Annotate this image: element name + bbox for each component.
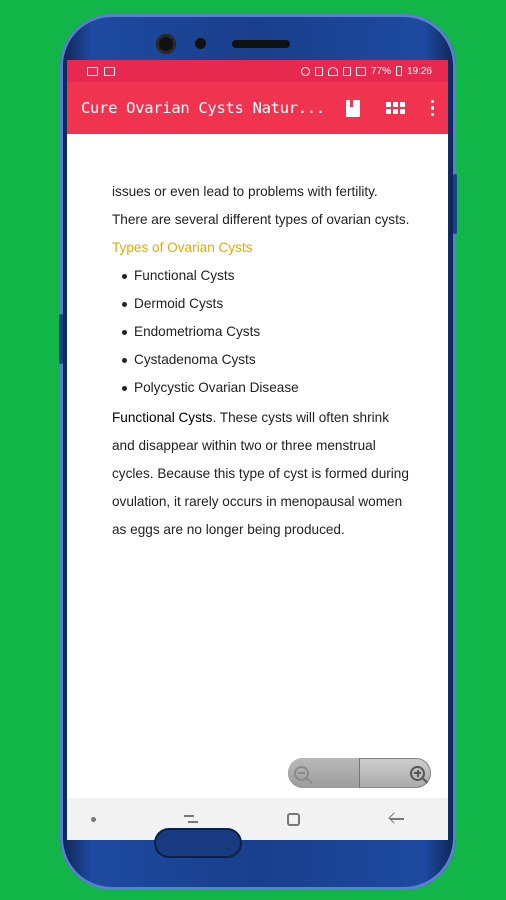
data-icon [343, 67, 351, 76]
physical-home-key [154, 828, 242, 858]
list-item: Dermoid Cysts [112, 290, 412, 318]
article-content [112, 178, 412, 544]
image-notification-icon [87, 67, 98, 76]
zoom-in-icon [410, 766, 425, 781]
signal-icon [356, 67, 366, 76]
phone-screen [67, 60, 448, 840]
system-nav-bar [67, 798, 448, 840]
battery-icon [396, 66, 402, 76]
list-item: Endometrioma Cysts [112, 318, 412, 346]
zoom-in-button[interactable] [360, 758, 431, 788]
list-item: Polycystic Ovarian Disease [112, 374, 412, 402]
volume-button [59, 314, 63, 364]
proximity-sensor [195, 38, 206, 49]
functional-lead: Functional Cysts [112, 410, 213, 425]
status-bar [67, 60, 448, 82]
app-bar [67, 82, 448, 134]
zoom-out-icon [294, 766, 309, 781]
back-icon[interactable] [388, 813, 404, 825]
power-button [453, 174, 457, 234]
wifi-icon [328, 67, 338, 76]
article-intro: issues or even lead to problems with fertility. There are several different types of ovarian cysts. [112, 184, 410, 227]
functional-paragraph [112, 404, 412, 544]
app-title: Cure Ovarian Cysts Natur... [81, 99, 325, 117]
status-time: 19:26 [406, 65, 432, 77]
gallery-notification-icon [104, 67, 115, 76]
earpiece-speaker [232, 40, 290, 48]
zoom-out-button[interactable] [288, 758, 360, 788]
alarm-icon [301, 67, 310, 76]
section-heading: Types of Ovarian Cysts [112, 240, 253, 255]
home-icon[interactable] [287, 813, 300, 826]
more-vert-icon[interactable] [431, 100, 435, 117]
bookmark-icon[interactable] [346, 100, 360, 117]
list-item: Cystadenoma Cysts [112, 346, 412, 374]
cyst-types-list [112, 262, 412, 402]
recent-apps-icon[interactable] [184, 813, 198, 825]
functional-text: . These cysts will often shrink and disappear within two or three menstrual cycles. Because this type of cyst is formed during ovulation, it rarely occurs in menopausal women as eggs are no longer being produced. [112, 410, 409, 537]
battery-level: 77% [370, 65, 391, 77]
grid-icon[interactable] [386, 102, 405, 114]
sim-icon [315, 67, 323, 76]
nav-dot-icon [91, 817, 96, 822]
list-item: Functional Cysts [112, 262, 412, 290]
zoom-control [288, 758, 431, 788]
front-camera [156, 34, 176, 54]
